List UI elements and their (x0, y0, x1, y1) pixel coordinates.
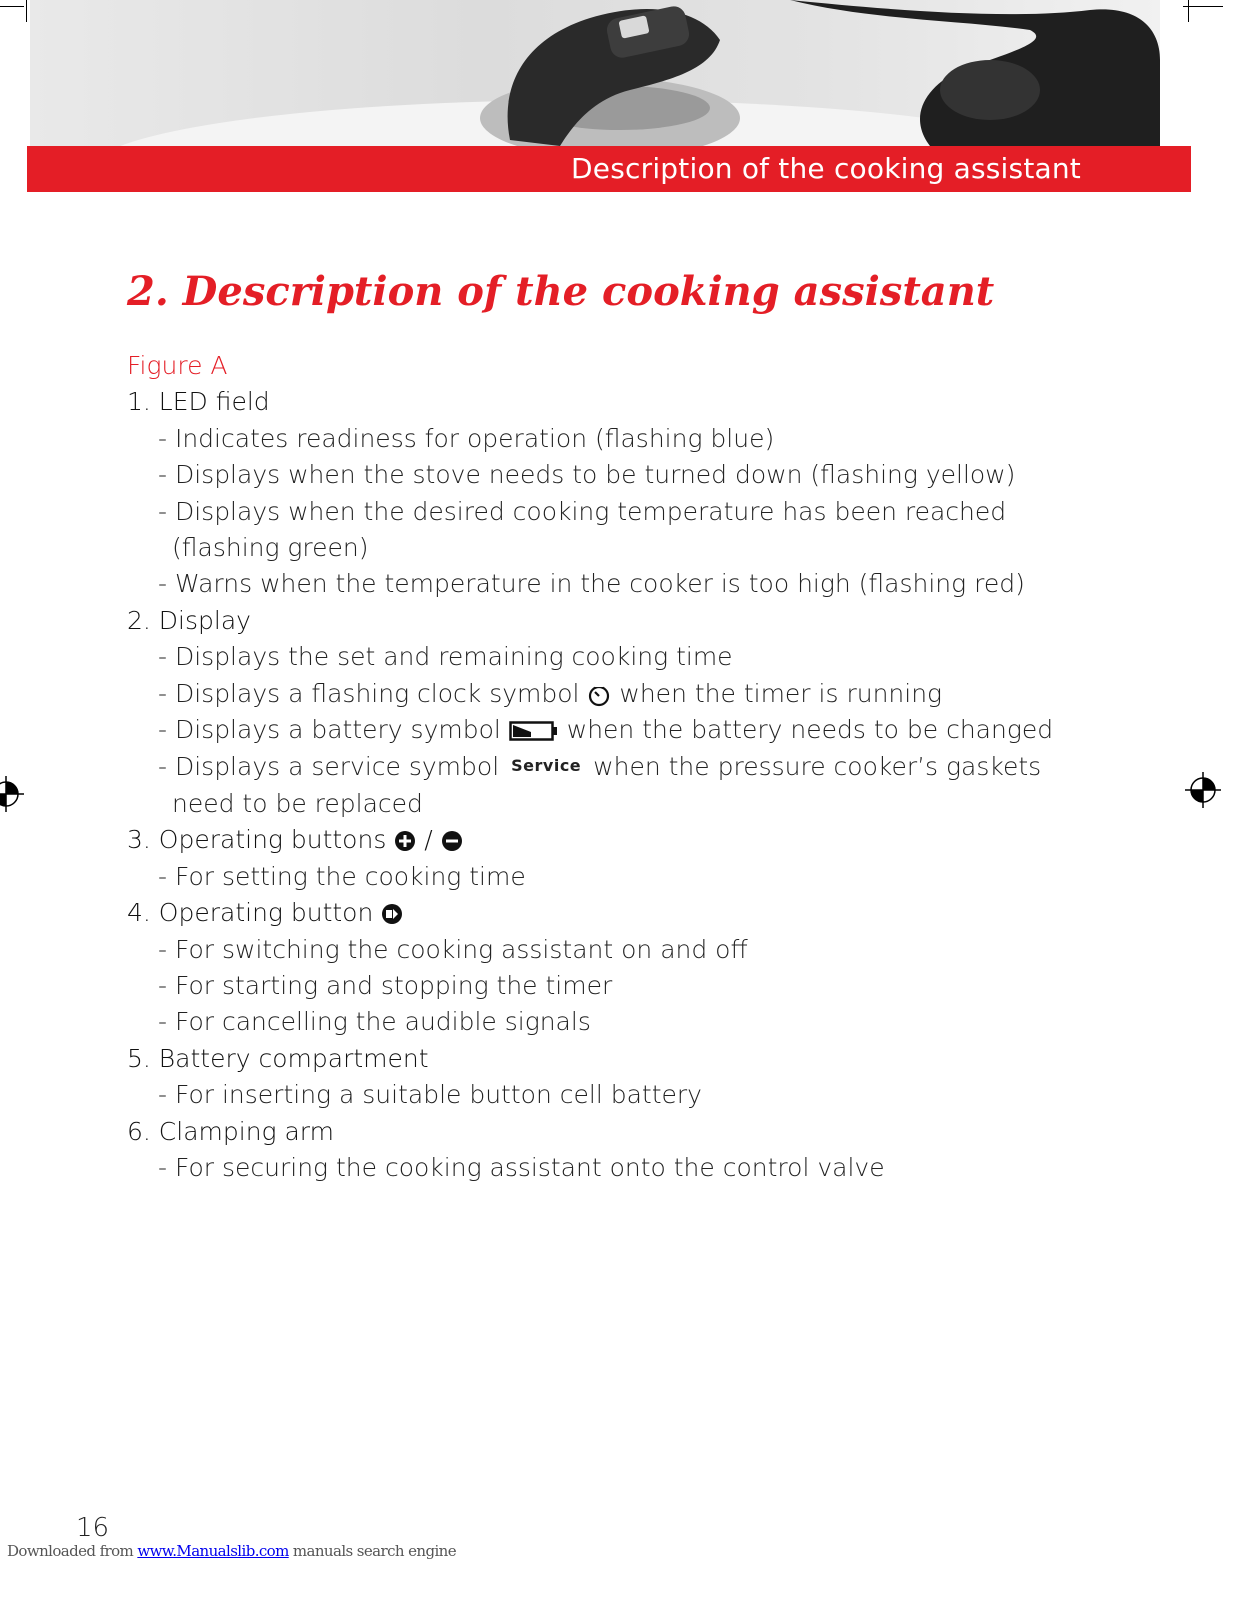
service-symbol: Service (511, 756, 582, 776)
list-item-text: when the pressure cooker’s gaskets need to be replaced (172, 752, 1042, 818)
list-item: - For inserting a suitable button cell battery (158, 1080, 702, 1110)
list-item-text: - Displays a service symbol (158, 752, 500, 782)
list-item-text: when the battery needs to be changed (566, 715, 1054, 745)
section-title-text: 3. Operating buttons (127, 825, 387, 855)
crop-mark (26, 0, 27, 22)
list-item: - Displays when the desired cooking temperature has been reached (flashing green) (158, 496, 1007, 563)
section-title-display: 2. Display (127, 605, 251, 635)
list-item (127, 712, 1107, 748)
description-content (127, 348, 1107, 1186)
power-timer-button-icon (381, 903, 403, 925)
list-item (127, 676, 1107, 712)
list-item: - Displays the set and remaining cooking time (158, 642, 733, 672)
section-title-led-field: 1. LED field (127, 387, 270, 417)
footer-suffix: manuals search engine (292, 1542, 456, 1560)
list-item: - Displays when the stove needs to be turned down (flashing yellow) (158, 460, 1016, 490)
battery-icon (509, 720, 559, 742)
list-item (127, 748, 1107, 822)
list-item: - For cancelling the audible signals (158, 1007, 591, 1037)
footer-prefix: Downloaded from (7, 1542, 134, 1560)
page-heading: 2. Description of the cooking assistant (127, 268, 995, 315)
list-item: - For securing the cooking assistant onto the control valve (158, 1152, 885, 1182)
cooker-image (30, 0, 1160, 146)
download-footer (7, 1542, 456, 1560)
figure-label: Figure A (127, 351, 228, 380)
clock-icon (587, 683, 611, 707)
registration-mark-right (1185, 772, 1221, 808)
header-product-photo (30, 0, 1160, 146)
section-title-operating-buttons (127, 822, 1107, 858)
list-item: - Warns when the temperature in the cooker is too high (flashing red) (158, 569, 1025, 599)
list-item: - For switching the cooking assistant on and off (158, 934, 748, 964)
minus-button-icon (441, 830, 463, 852)
crop-mark (0, 6, 24, 7)
list-item-text: - Displays a battery symbol (158, 715, 501, 745)
list-item: - Indicates readiness for operation (flashing blue) (158, 423, 775, 453)
section-title-operating-button (127, 895, 1107, 931)
header-band (27, 146, 1191, 192)
list-item-text: - Displays a flashing clock symbol (158, 678, 580, 708)
header-band-title: Description of the cooking assistant (571, 152, 1081, 185)
section-title-text: 4. Operating button (127, 898, 374, 928)
section-title-separator: / (424, 825, 433, 855)
crop-mark (1188, 0, 1189, 22)
manualslib-link[interactable]: www.Manualslib.com (137, 1542, 289, 1560)
list-item: - For setting the cooking time (158, 861, 526, 891)
page-number: 16 (76, 1513, 110, 1543)
section-title-clamping-arm: 6. Clamping arm (127, 1116, 334, 1146)
crop-mark (1183, 6, 1223, 7)
list-item-text: when the timer is running (619, 678, 943, 708)
list-item: - For starting and stopping the timer (158, 970, 613, 1000)
registration-mark-left (0, 776, 24, 812)
section-title-battery-compartment: 5. Battery compartment (127, 1043, 429, 1073)
plus-button-icon (394, 830, 416, 852)
